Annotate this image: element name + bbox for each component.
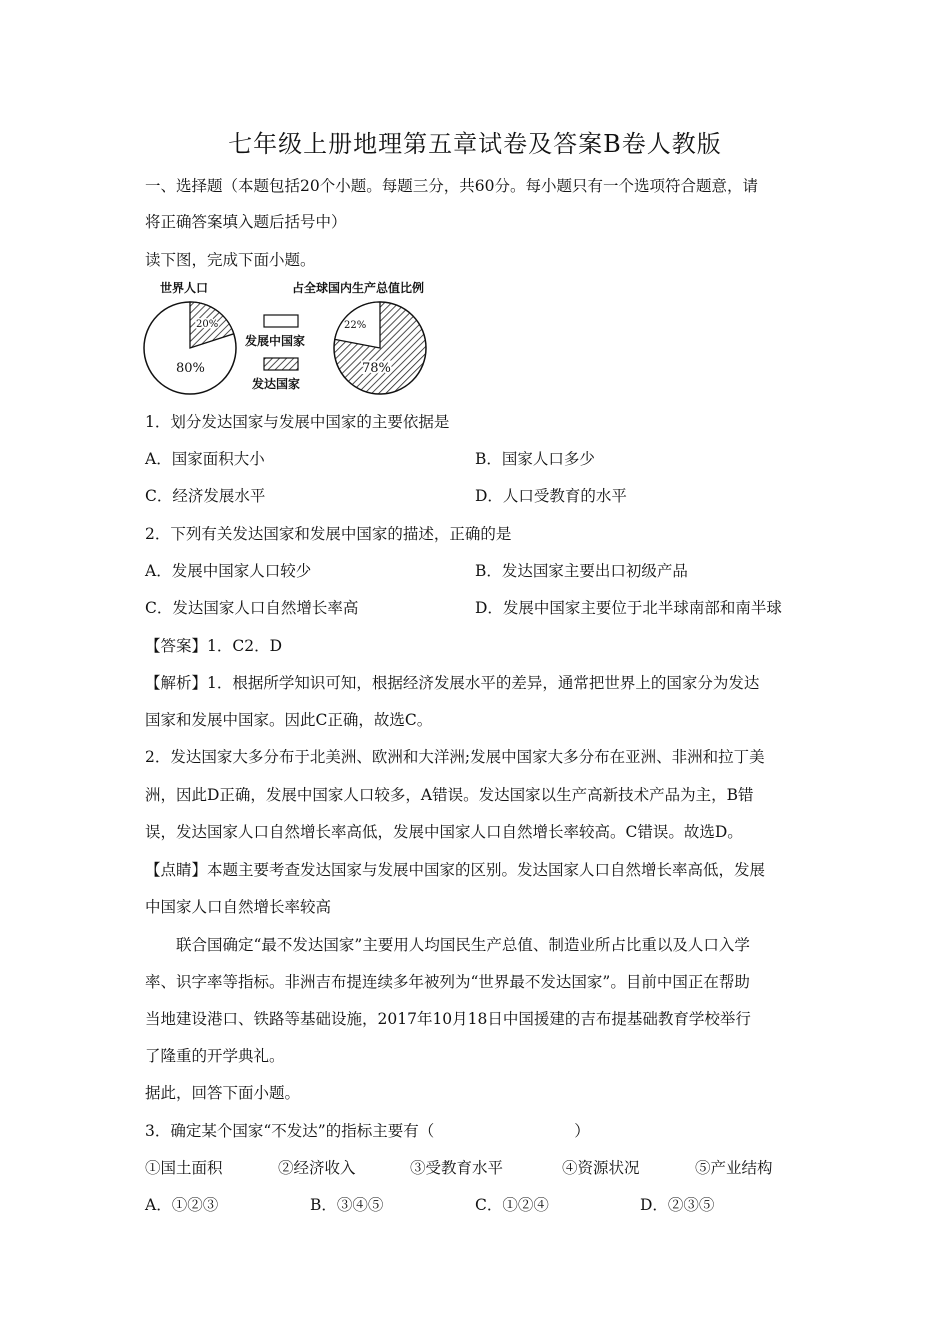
question-2-option-b: B．发达国家主要出口初级产品 [475,562,688,580]
figure-intro: 读下图，完成下面小题。 [145,251,316,269]
question-3-stem-end: ） [574,1122,590,1140]
pie-chart-figure [140,278,470,403]
question-3-option-a: A．①②③ [145,1196,219,1214]
question-3-option-d: D．②③⑤ [640,1196,715,1214]
question-3-item-2: ②经济收入 [278,1159,356,1177]
left-pie-title: 世界人口 [160,281,209,295]
question-3-item-1: ①国土面积 [145,1159,223,1177]
question-3-stem-text: 3．确定某个国家“不发达”的指标主要有（ [145,1122,435,1140]
answer-line: 【答案】1．C2．D [145,637,283,655]
legend-developed-swatch [264,358,298,370]
question-1-option-d: D．人口受教育的水平 [475,487,627,505]
question-3-item-3: ③受教育水平 [410,1159,504,1177]
question-2-option-c: C．发达国家人口自然增长率高 [145,599,359,617]
question-1-option-a: A．国家面积大小 [145,450,265,468]
population-pie [144,302,236,394]
question-1-option-b: B．国家人口多少 [475,450,595,468]
passage-line-1: 联合国确定“最不发达国家”主要用人均国民生产总值、制造业所占比重以及人口入学 [176,936,750,954]
question-1-stem: 1．划分发达国家与发展中国家的主要依据是 [145,413,450,431]
question-3-option-b: B．③④⑤ [310,1196,384,1214]
legend-developing-label: 发展中国家 [245,334,306,348]
section-heading-line-2: 将正确答案填入题后括号中） [145,213,347,231]
question-2-option-a: A．发展中国家人口较少 [145,562,312,580]
page-title: 七年级上册地理第五章试卷及答案B卷人教版 [228,130,722,158]
legend-developed-label: 发达国家 [252,377,301,391]
passage-intro: 据此，回答下面小题。 [145,1084,301,1102]
question-3-item-5: ⑤产业结构 [695,1159,773,1177]
population-small-label: 20% [196,319,219,330]
question-3-stem [145,1121,590,1141]
question-3-item-4: ④资源状况 [562,1159,640,1177]
analysis-line-1: 【解析】1．根据所学知识可知，根据经济发展水平的差异，通常把世界上的国家分为发达 [145,674,760,692]
gdp-pie [334,302,426,394]
legend-developing-swatch [264,315,298,327]
gdp-big-label: 78% [362,361,391,376]
question-2-option-d: D．发展中国家主要位于北半球南部和南半球 [475,599,782,617]
analysis-line-5: 误，发达国家人口自然增长率高低，发展中国家人口自然增长率较高。C错误。故选D。 [145,823,743,841]
population-big-label: 80% [176,361,205,376]
passage-line-4: 了隆重的开学典礼。 [145,1047,285,1065]
analysis-line-3: 2．发达国家大多分布于北美洲、欧洲和大洋洲;发展中国家大多分布在亚洲、非洲和拉丁美 [145,748,765,766]
question-2-stem: 2．下列有关发达国家和发展中国家的描述，正确的是 [145,525,512,543]
question-3-option-c: C．①②④ [475,1196,549,1214]
passage-line-2: 率、识字率等指标。非洲吉布提连续多年被列为“世界最不发达国家”。目前中国正在帮助 [145,973,750,991]
passage-line-3: 当地建设港口、铁路等基础设施，2017年10月18日中国援建的吉布提基础教育学校举行 [145,1010,751,1028]
comment-line-1: 【点睛】本题主要考查发达国家与发展中国家的区别。发达国家人口自然增长率高低，发展 [145,861,766,879]
comment-line-2: 中国家人口自然增长率较高 [145,898,332,916]
analysis-line-2: 国家和发展中国家。因此C正确，故选C。 [145,711,433,729]
question-1-option-c: C．经济发展水平 [145,487,266,505]
section-heading-line-1: 一、选择题（本题包括20个小题。每题三分，共60分。每小题只有一个选项符合题意，请 [145,177,758,195]
right-pie-title: 占全球国内生产总值比例 [292,281,425,295]
analysis-line-4: 洲，因此D正确，发展中国家人口较多，A错误。发达国家以生产高新技术产品为主，B错 [145,786,754,804]
gdp-small-label: 22% [344,320,367,331]
